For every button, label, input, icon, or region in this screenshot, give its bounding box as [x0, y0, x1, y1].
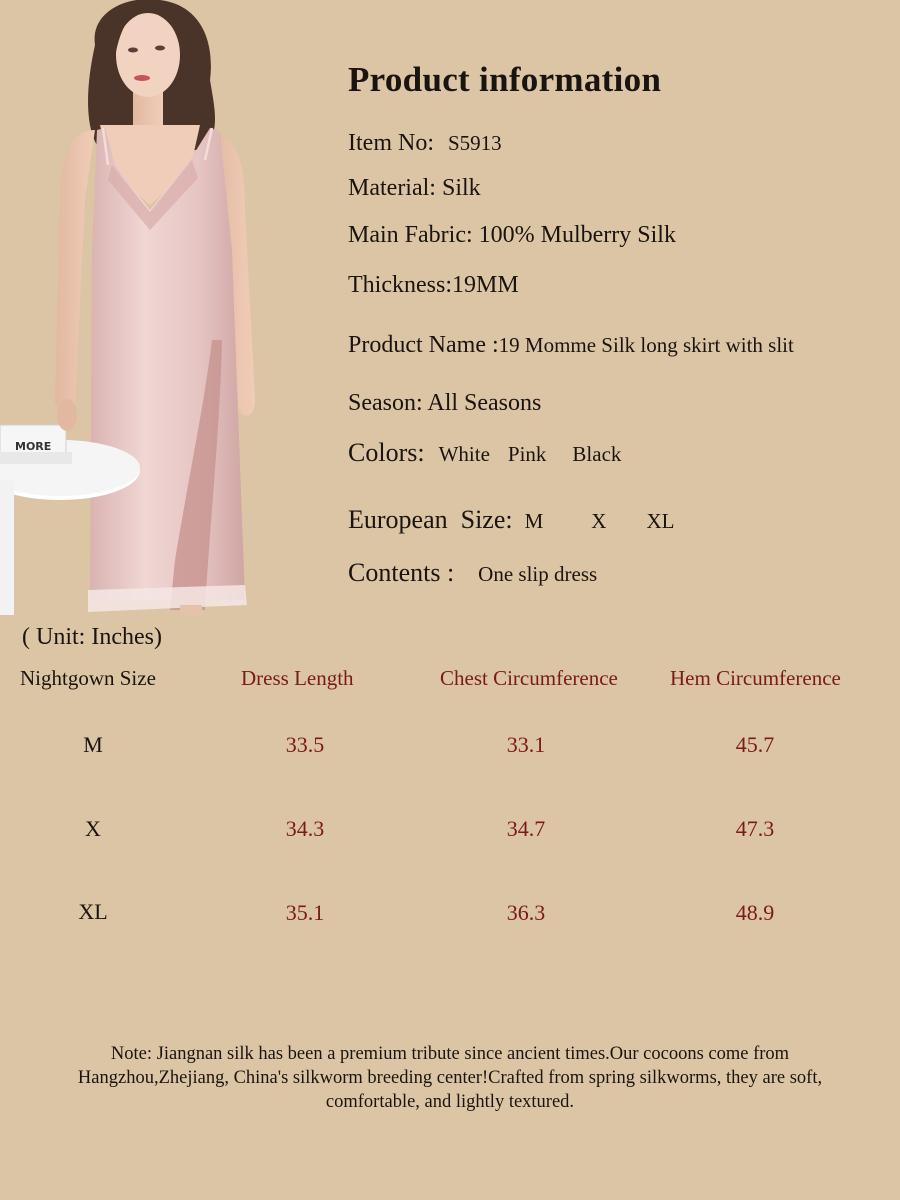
contents-label: Contents :: [348, 558, 455, 587]
european-size-row: [348, 505, 674, 535]
item-no-value: S5913: [447, 131, 502, 155]
colors-label: Colors:: [348, 438, 425, 467]
color-option-black: Black: [572, 442, 622, 466]
thickness-label: Thickness:: [348, 272, 452, 298]
contents-row: [348, 558, 597, 588]
season-value: All Seasons: [427, 390, 542, 416]
material-value: Silk: [441, 175, 481, 201]
note-text: Note: Jiangnan silk has been a premium tribute since ancient times.Our cocoons come from Hangzhou,Zhejiang, China's silkworm breeding center!Crafted from spring silkworms, they are soft, comfortable, and lightly textured.: [77, 1044, 823, 1112]
item-no-row: [348, 130, 502, 157]
size-option-m: M: [524, 509, 544, 533]
contents-value: One slip dress: [478, 562, 598, 586]
main-fabric-row: [348, 222, 676, 249]
thickness-value: 19MM: [451, 272, 519, 298]
size-cell: X: [85, 816, 101, 841]
material-label: Material:: [348, 175, 436, 201]
hem-cell: 48.9: [735, 900, 775, 925]
size-cell: M: [83, 732, 103, 757]
product-name-row: [348, 332, 794, 359]
colors-row: [348, 438, 621, 468]
chest-cell: 36.3: [506, 900, 546, 925]
header-hem-circumference: Hem Circumference: [670, 666, 841, 690]
header-nightgown-size: Nightgown Size: [20, 666, 156, 690]
color-option-white: White: [438, 442, 490, 466]
european-size-label: European Size:: [348, 505, 513, 534]
hem-cell: 45.7: [735, 732, 775, 757]
season-label: Season:: [348, 390, 423, 416]
chest-cell: 34.7: [506, 816, 546, 841]
header-chest-circumference: Chest Circumference: [440, 666, 618, 690]
unit-label: ( Unit: Inches): [22, 624, 162, 650]
color-option-pink: Pink: [507, 442, 547, 466]
product-name-label: Product Name :: [348, 332, 499, 358]
product-name-value: 19 Momme Silk long skirt with slit: [498, 333, 794, 357]
main-fabric-label: Main Fabric:: [348, 222, 473, 248]
main-fabric-value: 100% Mulberry Silk: [478, 222, 676, 248]
size-option-xl: XL: [646, 509, 675, 533]
size-option-x: X: [591, 509, 607, 533]
size-cell: XL: [78, 899, 108, 924]
dress-length-cell: 33.5: [285, 732, 325, 757]
season-row: [348, 390, 541, 417]
hem-cell: 47.3: [735, 816, 775, 841]
dress-length-cell: 35.1: [285, 900, 325, 925]
item-no-label: Item No:: [348, 130, 434, 156]
thickness-row: [348, 272, 519, 299]
chest-cell: 33.1: [506, 732, 546, 757]
book-label: MORE: [15, 440, 52, 453]
material-row: [348, 175, 481, 202]
product-info-title: Product information: [348, 60, 662, 99]
product-photo: [0, 0, 300, 615]
header-dress-length: Dress Length: [241, 666, 354, 690]
dress-length-cell: 34.3: [285, 816, 325, 841]
